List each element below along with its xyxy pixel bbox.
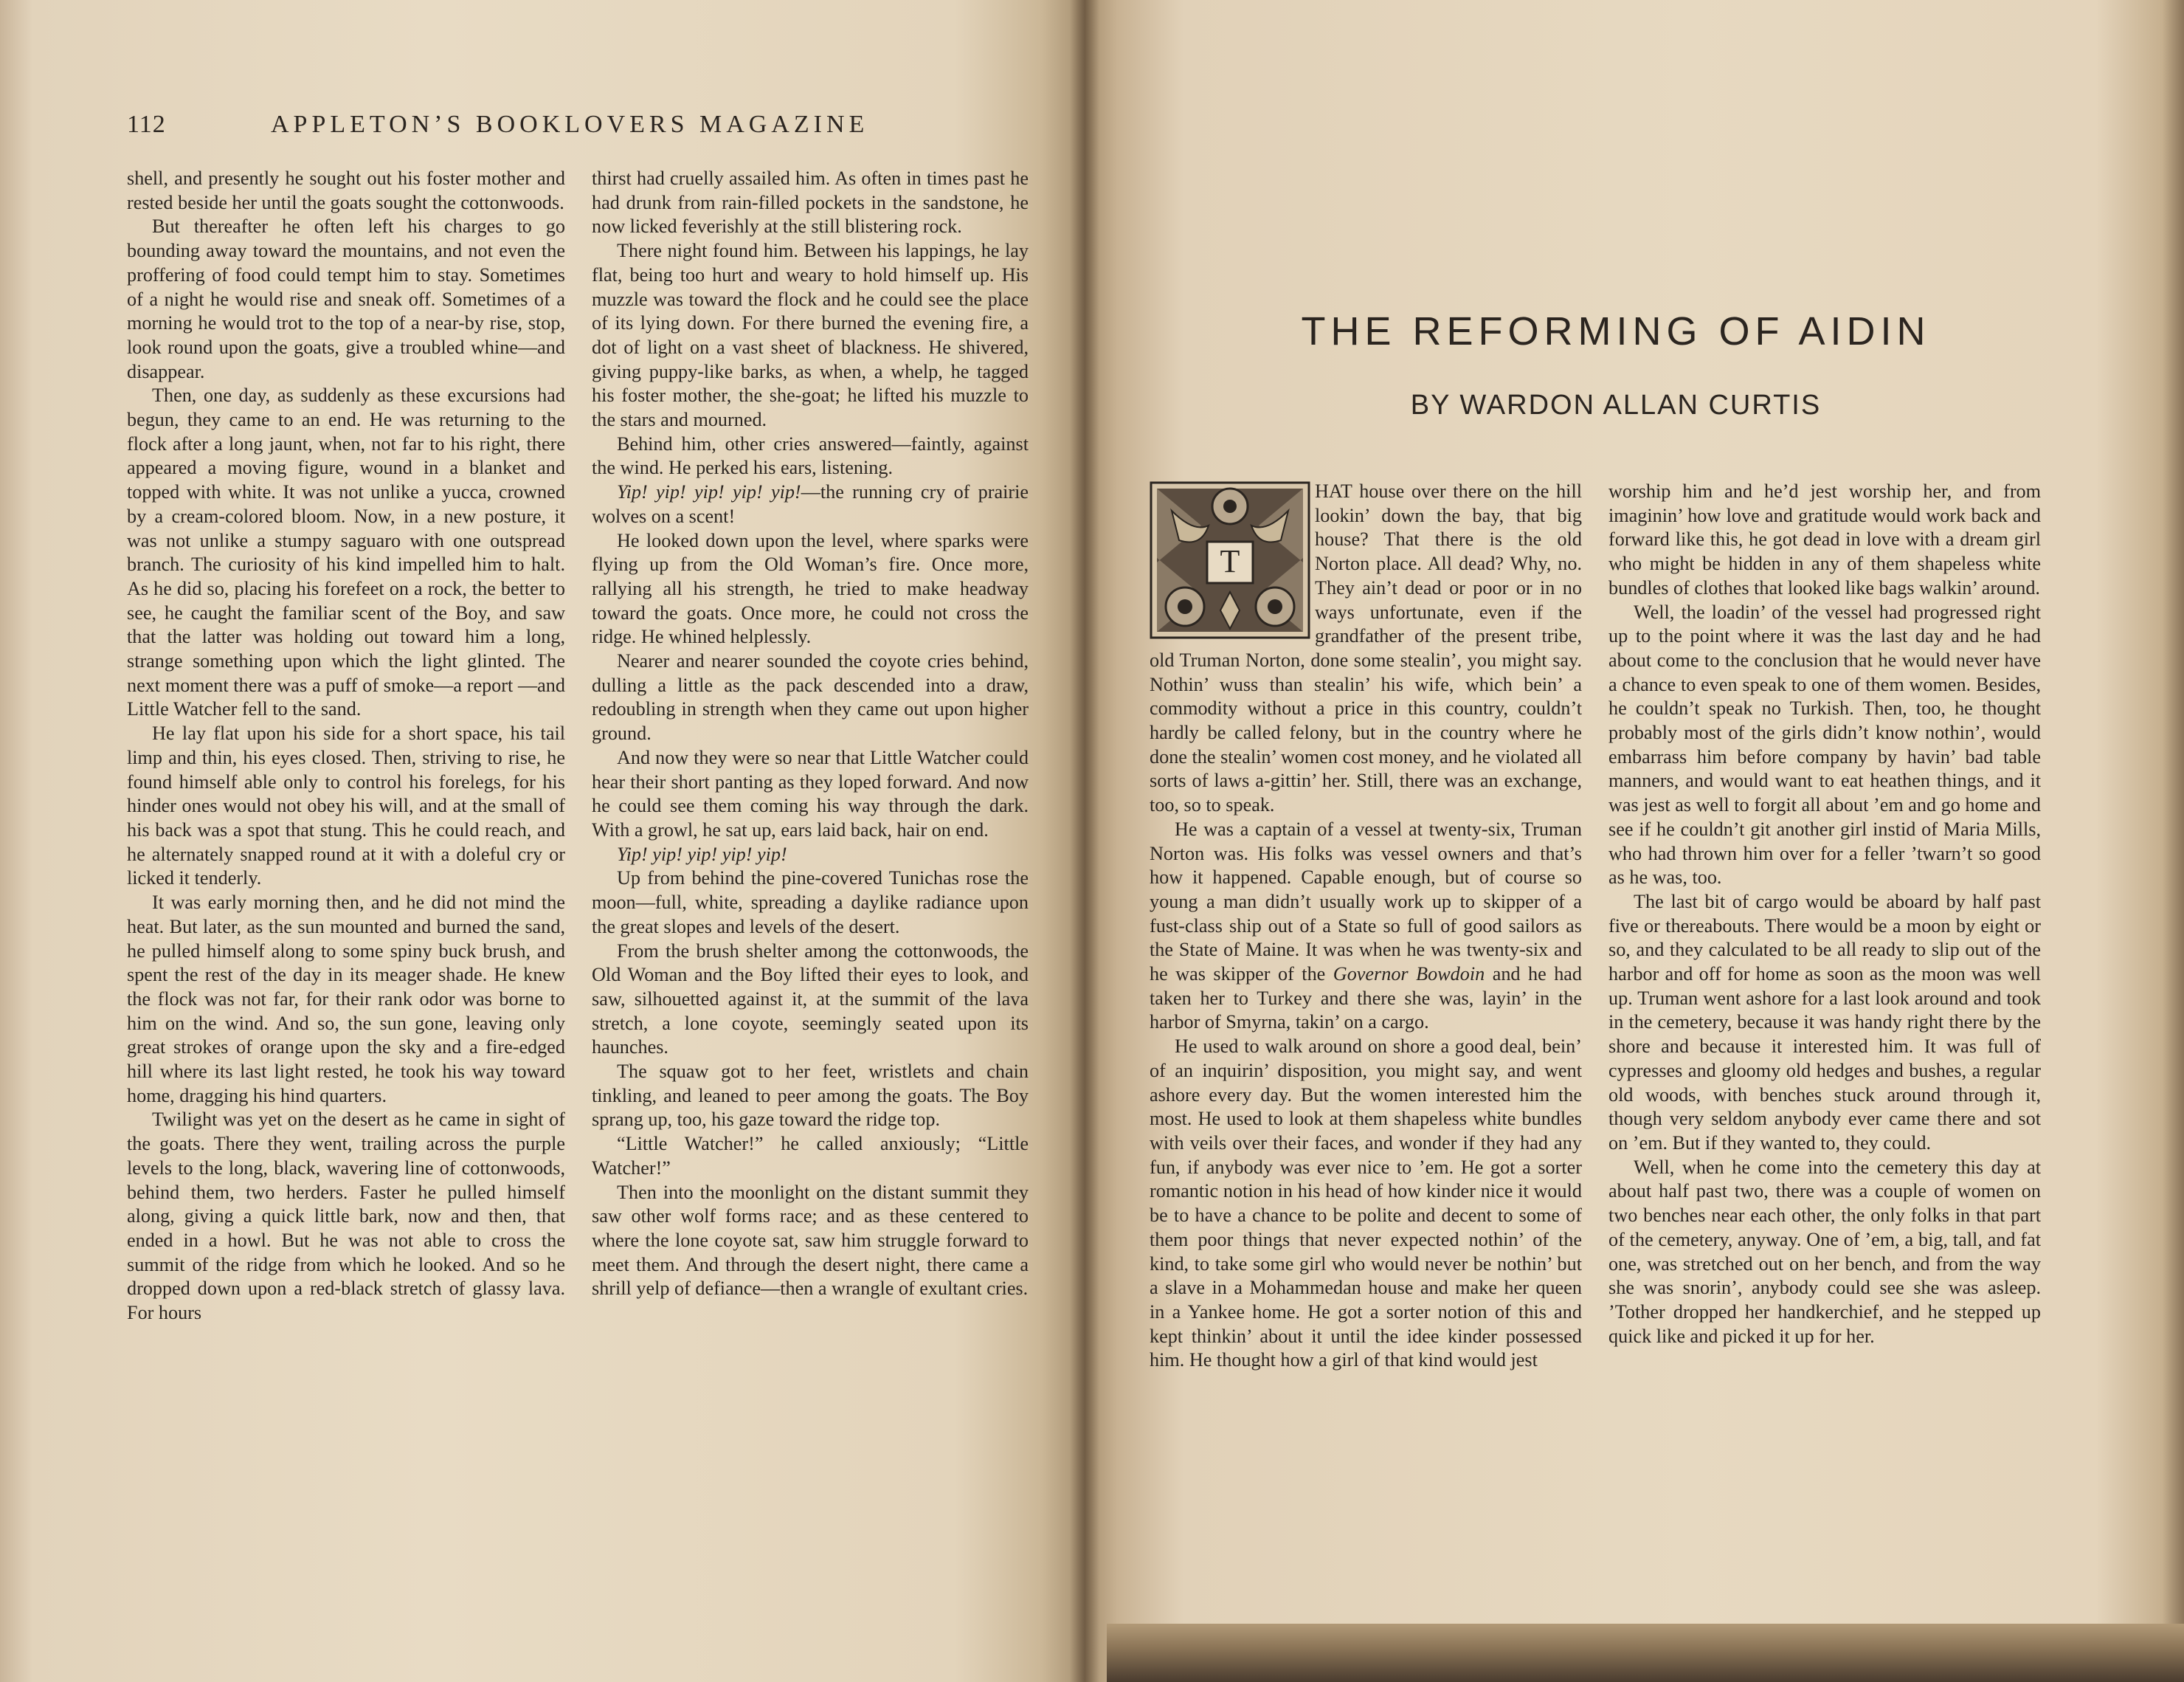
paragraph: He lay flat upon his side for a short space, his tail limp and thin, his eyes closed. Then, striving to rise, he found himself able only to control his forelegs, for his hinder ones would not obey his will, and at the small of his back was a spot that stung. This he could reach, and he alternately snapped round at it with a doleful cry or licked it tenderly. — [127, 723, 565, 889]
paragraph: thirst had cruelly assailed him. As often in times past he had drunk from rain-filled pockets in the sandstone, he now licked feverishly at the still blistering rock. — [592, 168, 1029, 238]
page-number: 112 — [127, 111, 166, 138]
paragraph: But thereafter he often left his charges to go bounding away toward the mountains, and not even the proffering of food could tempt him to stay. Sometimes of a night he would rise and sneak off. Sometimes of a morning he would trot to the top of a near-by rise, stop, look round upon the goats, give a troubled whine—and disappear. — [127, 216, 565, 382]
ship-name: Governor Bowdoin — [1333, 963, 1485, 985]
book-gutter — [1070, 0, 1099, 1682]
paragraph: Then into the moonlight on the distant summit they saw other wolf forms race; and as these centered to where the lone coyote sat, saw him struggle forward to meet them. And through the desert night, there came a shrill yelp of defiance—then a wrangle of exultant cries. — [592, 1181, 1029, 1300]
paragraph: There night found him. Between his lappings, he lay flat, being too hurt and weary to hold himself up. His muzzle was toward the flock and he could see the place of its lying down. For there burned the evening fire, a dot of light on a vast sheet of blackness. He shivered, giving puppy-like barks, as when, a whelp, he tagged his foster mother, the she-goat; he lifted his muzzle to the stars and mourned. — [592, 240, 1029, 431]
paragraph: Twilight was yet on the desert as he came in sight of the goats. There they went, trailing across the purple levels to the long, black, wavering line of cottonwoods, behind them, two herders. Faster he pulled himself along, giving a quick little bark, now and then, that ended in a howl. But he was not able to cross the summit of the ridge from which he looked. And so he dropped down upon a red-black stretch of glassy lava. For hours — [127, 1109, 565, 1324]
paragraph-opening: HAT house over there on the hill lookin’ down the bay, that big house? That there is the old Norton place. All dead? Why, no. They ain’t dead or poor or in no ways unfortunate, even if the grandfather of the present tribe, old Truman Norton, done some stealin’, you might say. Nothin’ wuss than stealin’ his wife, which bein’ a commodity without a price in this country, couldn’t hardly be called felony, but in the country where he done the stealin’ women cost money, and he violated all sorts of laws a-gittin’ her. Still, there was an exchange, too, so to speak. — [1150, 480, 1582, 816]
right-column-2 — [1608, 480, 2041, 1348]
paragraph-wolf-cry — [592, 480, 1029, 528]
paragraph: He looked down upon the level, where sparks were flying up from the Old Woman’s fire. Once more, rallying all his strength, he tried to make headway toward the goats. Once more, he could not cross the ridge. He whined helplessly. — [592, 529, 1029, 648]
paragraph: Nearer and nearer sounded the coyote cries behind, dulling a little as the pack descended into a draw, redoubling in strength when they came out upon higher ground. — [592, 650, 1029, 745]
paragraph: And now they were so near that Little Watcher could hear their short panting as they loped forward. And now he could see them coming his way through the dark. With a growl, he sat up, ears laid back, hair on end. — [592, 746, 1029, 841]
article-byline: BY WARDON ALLAN CURTIS — [1410, 390, 1822, 421]
paragraph: From the brush shelter among the cottonwoods, the Old Woman and the Boy lifted their eyes to look, and saw, silhouetted against it, at the summit of the lava stretch, a lone coyote, seemingly seated upon its haunches. — [592, 940, 1029, 1058]
left-column-1 — [127, 167, 565, 1326]
right-column-1 — [1150, 480, 1582, 1373]
running-head — [127, 111, 1042, 143]
left-column-2 — [592, 167, 1029, 1301]
paragraph: shell, and presently he sought out his foster mother and rested beside her until the goats sought the cottonwoods. — [127, 168, 565, 213]
paragraph: The squaw got to her feet, wristlets and chain tinkling, and leaned to peer among the goats. The Boy sprang up, too, his gaze toward the ridge top. — [592, 1061, 1029, 1131]
paragraph: He used to walk around on shore a good deal, bein’ of an inquirin’ disposition, you might say, and went ashore every day. But the women interested him the most. He used to look at them shapeless white bundles with veils over their faces, and wonder if they had any fun, if anybody was ever nice to ’em. He got a sorter romantic notion in his head of how kinder nice it would be to have a chance to be polite and decent to some of them poor things that never expected nothin’ of the kind, to take some girl who would never be nothin’ but a slave in a Mohammedan house and make her queen in a Yankee home. He got a sorter notion of this and kept thinkin’ about it until the idee kinder possessed him. He thought how a girl of that kind would jest — [1150, 1035, 1582, 1371]
wolf-cry-italic: Yip! yip! yip! yip! yip! — [617, 481, 801, 503]
paragraph-wolf-cry-2 — [592, 843, 1029, 867]
article-title: THE REFORMING OF AIDIN — [1301, 309, 1931, 354]
paragraph-text: He was a captain of a vessel at twenty-six, Truman Norton was. His folks was vessel owners and that’s how it happened. Capable enough, but of course so young a man didn’t usually work up to skipper of a fust-class ship out of a State so full of good sailors as the State of Maine. It was when he was twenty-six and he was skipper of the — [1150, 818, 1582, 985]
paragraph: Well, when he come into the cemetery this day at about half past two, there was a couple of women on two benches near each other, the only folks in that part of the cemetery, anyway. One of ’em, a big, tall, and fat one, was stretched out on her bench, and from the way she was snorin’, anybody could see she was asleep. ’Tother dropped her handkerchief, and he stepped up quick like and picked it up for her. — [1608, 1156, 2041, 1347]
wolf-cry-italic: Yip! yip! yip! yip! yip! — [617, 843, 787, 865]
paragraph: Well, the loadin’ of the vessel had progressed right up to the point where it was the last day and he had about come to the conclusion that he would never have a chance to even speak to one of them women. Besides, he couldn’t speak no Turkish. Then, too, he thought probably most of the girls didn’t know nothin’, would embarrass him before company by havin’ bad table manners, and would want to eat heathen things, and it was jest as well to forgit all about ’em and go home and see if he couldn’t git another girl instid of Maria Mills, who had thrown him over for a feller ’twarn’t so good as he was, too. — [1608, 601, 2041, 889]
book-page-edges — [1107, 1624, 2184, 1682]
magazine-title: APPLETON’S BOOKLOVERS MAGAZINE — [271, 111, 869, 138]
paragraph: worship him and he’d jest worship her, and from imaginin’ how love and gratitude would work back and forward like this, he got dead in love with a dream girl who might be hidden in any of them shapeless white bundles of clothes that looked like bags walkin’ around. — [1608, 480, 2041, 599]
paragraph: It was early morning then, and he did not mind the heat. But later, as the sun mounted and burned the sand, he pulled himself along to some spiny buck brush, and spent the rest of the day in its meager shade. He knew the flock was not far, for their rank odor was borne to him on the wind. And so, the sun gone, leaving only great strokes of orange upon the sky and a fire-edged hill where its last light rested, he took his way toward home, dragging his hind quarters. — [127, 892, 565, 1106]
paragraph: Behind him, other cries answered—faintly, against the wind. He perked his ears, listening. — [592, 432, 1029, 479]
paragraph-text: and he had taken her to Turkey and there she was, layin’ in the harbor of Smyrna, takin’ on a cargo. — [1150, 963, 1583, 1033]
drop-cap-letter: T — [1220, 543, 1240, 579]
paragraph: The last bit of cargo would be aboard by half past five or thereabouts. There would be a moon by eight or so, and they calculated to be all ready to slip out of the harbor and off for home as soon as the moon was well up. Truman went ashore for a last look around and took in the cemetery, because it was handy right there by the shore and because it interested him. It was full of cypresses and gloomy old hedges and bushes, a regular old woods, with benches stuck around through it, though very seldom anybody ever came there and sot on ’em. But if they wanted to, they could. — [1608, 890, 2041, 1154]
paragraph: Up from behind the pine-covered Tunichas rose the moon—full, white, spreading a daylike radiance upon the great slopes and levels of the desert. — [592, 867, 1029, 937]
wolf-cry-rest: —the running cry of prairie wolves on a scent! — [592, 481, 1029, 527]
paragraph: Then, one day, as suddenly as these excursions had begun, they came to an end. He was returning to the flock after a long jaunt, when, not far to his right, there appeared a moving figure, wound in a blanket and topped with white. It was not unlike a yucca, crowned by a cream-colored bloom. Now, in a new posture, it was not unlike a stumpy saguaro with one outspread branch. The curiosity of his kind impelled him to halt. As he did so, placing his forefeet on a rock, the better to see, he caught the familiar scent of the Boy, and saw that the latter was holding out toward him a long, strange something upon which the light glinted. The next moment there was a puff of smoke—a report —and Little Watcher fell to the sand. — [127, 385, 565, 720]
drop-cap-ornament — [1150, 481, 1310, 639]
left-page — [0, 0, 1085, 1682]
paragraph — [1150, 818, 1582, 1035]
paragraph: “Little Watcher!” he called anxiously; “Little Watcher!” — [592, 1133, 1029, 1179]
